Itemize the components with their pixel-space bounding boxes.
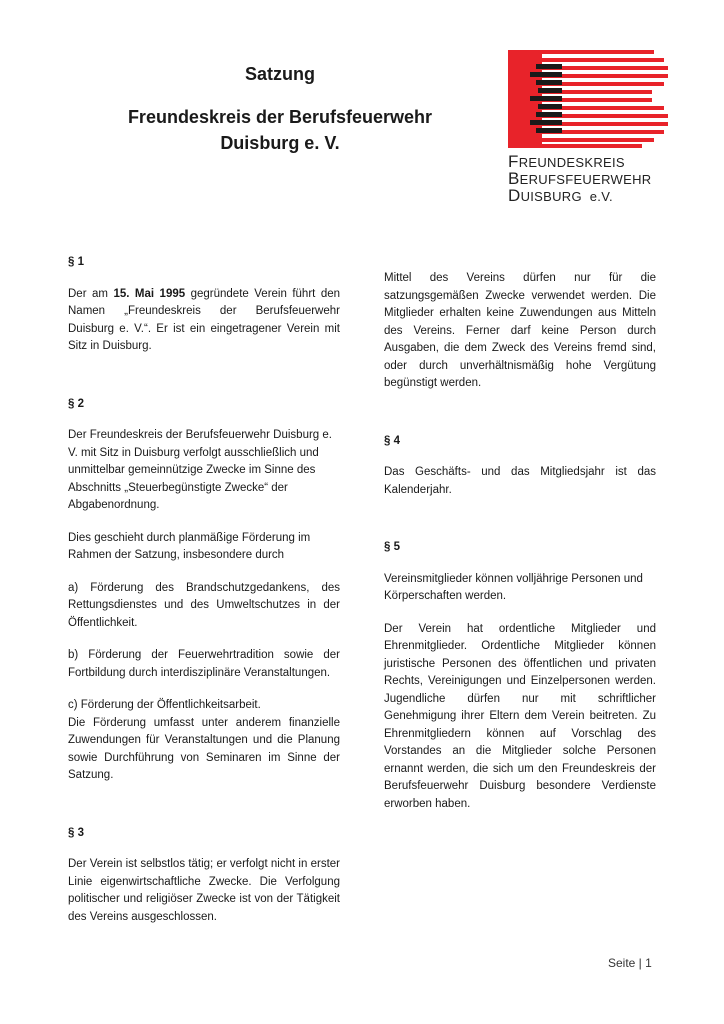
- section-4-paragraph-1: Das Geschäfts- und das Mitgliedsjahr ist das Kalenderjahr.: [384, 466, 656, 496]
- document-subtitle-line-2: Duisburg e. V.: [220, 133, 340, 153]
- section-2-paragraph-2: Dies geschieht durch planmäßige Förderung im Rahmen der Satzung, insbesondere durch: [68, 531, 311, 561]
- section-2-paragraph-1: Der Freundeskreis der Berufsfeuerwehr Duisburg e. V. mit Sitz in Duisburg verfolgt ausschließlich und unmittelbar gemeinnützige Zwecke im Sinne des Abschnitts „Steuerbegünstigte Zwecke“ der Abgabenordnung.: [68, 429, 332, 511]
- logo-b-mark-icon: [508, 50, 670, 150]
- section-4-heading: § 4: [384, 434, 400, 447]
- section-5-paragraph-1: Vereinsmitglieder können volljährige Personen und Körperschaften werden.: [384, 572, 643, 602]
- logo-wordmark: [508, 154, 670, 205]
- section-1-heading: § 1: [68, 256, 84, 268]
- document-title: Satzung: [245, 64, 315, 84]
- association-logo: [508, 50, 670, 210]
- section-2-item-c: c) Förderung der Öffentlichkeitsarbeit.: [68, 699, 261, 711]
- logo-line-2: BERUFSFEUERWEHR: [508, 169, 652, 188]
- section-5-paragraph-2: Der Verein hat ordentliche Mitglieder und Ehrenmitglieder. Ordentliche Mitglieder können juristische Personen des öffentlichen und privaten Rechts, Vereinigungen und Einzelpersonen werden. Jugendliche dürfen nur mit schriftlicher Genehmigung ihrer Eltern dem Verein beitreten. Zu Ehrenmitgliedern können auf Vorschlag des Vorstandes an die Mitglieder solche Personen ernannt werden, die sich um den Freundeskreis der Berufsfeuerwehr Duisburg besondere Verdienste erworben haben.: [384, 622, 656, 810]
- section-3-paragraph-2: Mittel des Vereins dürfen nur für die satzungsgemäßen Zwecke verwendet werden. Die Mitglieder erhalten keine Zuwendungen aus Mitteln des Vereins. Ferner darf keine Person durch Ausgaben, die dem Zweck des Vereins fremd sind, oder durch unverhältnismäßig hohe Vergütung begünstigt werden.: [384, 272, 656, 389]
- right-column: [384, 270, 656, 813]
- left-column: [68, 254, 340, 926]
- section-5-heading: § 5: [384, 541, 400, 553]
- document-title-block: [60, 62, 500, 156]
- section-3-heading: § 3: [68, 826, 84, 839]
- section-3-paragraph-1: Der Verein ist selbstlos tätig; er verfolgt nicht in erster Linie eigenwirtschaftliche Zwecke. Die Verfolgung politischer und religiöser Zwecke ist von der Tätigkeit des Vereins ausgeschlossen.: [68, 858, 340, 923]
- document-subtitle-line-1: Freundeskreis der Berufsfeuerwehr: [127, 107, 433, 127]
- section-2-item-b: b) Förderung der Feuerwehrtradition sowie der Fortbildung durch interdisziplinäre Veranstaltungen.: [68, 649, 340, 679]
- page-number: Seite | 1: [608, 956, 652, 970]
- logo-line-1: FREUNDESKREIS: [508, 152, 625, 171]
- section-2-item-a: a) Förderung des Brandschutzgedankens, des Rettungsdienstes und des Umweltschutzes in der Öffentlichkeit.: [68, 581, 340, 629]
- section-2-heading: § 2: [68, 397, 84, 410]
- section-2-item-c-continued: Die Förderung umfasst unter anderem finanzielle Zuwendungen für Veranstaltungen und die Planung sowie Durchführung von Seminaren im Sinne der Satzung.: [68, 716, 340, 781]
- section-1-text: Der am 15. Mai 1995 gegründete Verein führt den Namen „Freundeskreis der Berufsfeuerwehr Duisburg e. V.“. Er ist ein eingetragener Verein mit Sitz in Duisburg.: [68, 287, 341, 352]
- logo-line-3: DUISBURG e.V.: [508, 186, 613, 205]
